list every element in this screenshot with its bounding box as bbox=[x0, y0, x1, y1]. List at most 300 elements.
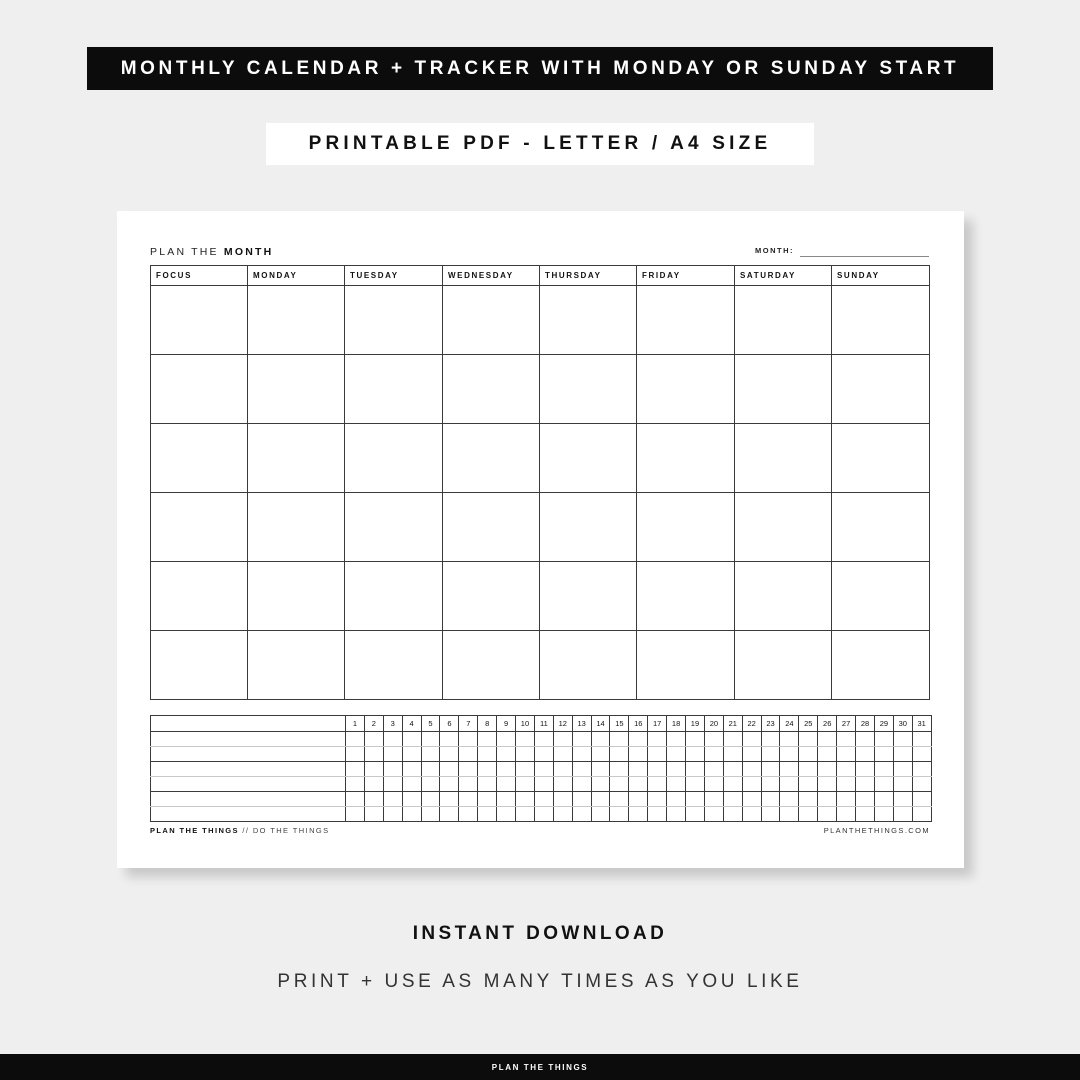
tracker-check-cell bbox=[610, 732, 629, 747]
tracker-check-cell bbox=[534, 762, 553, 777]
tracker-check-cell bbox=[874, 777, 893, 792]
tracker-check-cell bbox=[478, 792, 497, 807]
tracker-check-cell bbox=[516, 732, 535, 747]
tracker-check-cell bbox=[534, 777, 553, 792]
tracker-day-number: 17 bbox=[648, 716, 667, 732]
tracker-check-cell bbox=[346, 807, 365, 822]
tracker-check-cell bbox=[780, 762, 799, 777]
tracker-check-cell bbox=[818, 777, 837, 792]
tracker-check-cell bbox=[912, 732, 931, 747]
tracker-check-cell bbox=[799, 762, 818, 777]
tracker-check-cell bbox=[459, 777, 478, 792]
tracker-check-cell bbox=[497, 762, 516, 777]
tracker-day-number: 20 bbox=[704, 716, 723, 732]
tracker-check-cell bbox=[364, 792, 383, 807]
tracker-row bbox=[151, 807, 932, 822]
tracker-check-cell bbox=[629, 732, 648, 747]
tracker-check-cell bbox=[893, 762, 912, 777]
tracker-check-cell bbox=[780, 732, 799, 747]
tracker-check-cell bbox=[648, 747, 667, 762]
day-cell bbox=[832, 493, 930, 562]
tracker-check-cell bbox=[723, 807, 742, 822]
tracker-day-number: 11 bbox=[534, 716, 553, 732]
tracker-check-cell bbox=[723, 747, 742, 762]
tracker-check-cell bbox=[402, 807, 421, 822]
tracker-check-cell bbox=[856, 762, 875, 777]
day-cell bbox=[637, 355, 735, 424]
tracker-check-cell bbox=[686, 762, 705, 777]
tracker-check-cell bbox=[516, 762, 535, 777]
day-cell bbox=[832, 286, 930, 355]
tracker-check-cell bbox=[402, 792, 421, 807]
tracker-check-cell bbox=[346, 777, 365, 792]
tracker-check-cell bbox=[516, 777, 535, 792]
tracker-check-cell bbox=[799, 792, 818, 807]
tracker-check-cell bbox=[440, 792, 459, 807]
tracker-check-cell bbox=[572, 777, 591, 792]
tracker-day-number: 12 bbox=[553, 716, 572, 732]
tracker-check-cell bbox=[667, 792, 686, 807]
tracker-check-cell bbox=[874, 732, 893, 747]
tracker-check-cell bbox=[686, 732, 705, 747]
tracker-check-cell bbox=[591, 792, 610, 807]
tracker-check-cell bbox=[459, 747, 478, 762]
tracker-day-number: 19 bbox=[686, 716, 705, 732]
tracker-check-cell bbox=[459, 732, 478, 747]
tracker-row bbox=[151, 732, 932, 747]
tagline-bold: PLAN THE THINGS bbox=[150, 826, 239, 835]
habit-tracker bbox=[150, 715, 932, 822]
tracker-check-cell bbox=[818, 792, 837, 807]
tracker-check-cell bbox=[459, 807, 478, 822]
tracker-day-number: 4 bbox=[402, 716, 421, 732]
calendar-body bbox=[151, 286, 930, 700]
day-cell bbox=[735, 631, 832, 700]
week-row bbox=[151, 493, 930, 562]
tracker-check-cell bbox=[667, 747, 686, 762]
month-write-line bbox=[800, 256, 929, 257]
tracker-check-cell bbox=[591, 747, 610, 762]
column-header: MONDAY bbox=[248, 266, 345, 286]
tracker-day-number: 22 bbox=[742, 716, 761, 732]
tracker-day-number: 25 bbox=[799, 716, 818, 732]
column-header: SUNDAY bbox=[832, 266, 930, 286]
tracker-check-cell bbox=[704, 807, 723, 822]
tracker-check-cell bbox=[704, 792, 723, 807]
tracker-check-cell bbox=[421, 807, 440, 822]
tracker-check-cell bbox=[421, 747, 440, 762]
tracker-check-cell bbox=[402, 747, 421, 762]
day-cell bbox=[443, 355, 540, 424]
column-header: THURSDAY bbox=[540, 266, 637, 286]
tracker-habit-cell bbox=[151, 747, 346, 762]
tracker-check-cell bbox=[497, 792, 516, 807]
tracker-check-cell bbox=[383, 792, 402, 807]
tracker-check-cell bbox=[402, 777, 421, 792]
tracker-day-number: 6 bbox=[440, 716, 459, 732]
sheet-title-prefix: PLAN THE bbox=[150, 246, 224, 258]
tracker-check-cell bbox=[837, 777, 856, 792]
tracker-day-number: 10 bbox=[516, 716, 535, 732]
tracker-check-cell bbox=[837, 792, 856, 807]
tracker-check-cell bbox=[799, 732, 818, 747]
day-cell bbox=[248, 562, 345, 631]
tracker-check-cell bbox=[761, 792, 780, 807]
tracker-check-cell bbox=[572, 792, 591, 807]
tracker-check-cell bbox=[761, 777, 780, 792]
tracker-day-number: 16 bbox=[629, 716, 648, 732]
tracker-check-cell bbox=[572, 732, 591, 747]
tracker-check-cell bbox=[383, 747, 402, 762]
day-cell bbox=[735, 355, 832, 424]
tracker-check-cell bbox=[686, 747, 705, 762]
tracker-check-cell bbox=[383, 777, 402, 792]
tracker-check-cell bbox=[667, 732, 686, 747]
day-cell bbox=[345, 286, 443, 355]
tracker-day-number: 21 bbox=[723, 716, 742, 732]
sheet-title bbox=[150, 246, 273, 258]
tracker-check-cell bbox=[478, 747, 497, 762]
tracker-check-cell bbox=[667, 777, 686, 792]
tracker-day-number: 1 bbox=[346, 716, 365, 732]
tracker-check-cell bbox=[742, 762, 761, 777]
tracker-check-cell bbox=[818, 762, 837, 777]
tracker-check-cell bbox=[346, 792, 365, 807]
tracker-check-cell bbox=[591, 777, 610, 792]
tracker-check-cell bbox=[364, 762, 383, 777]
tracker-check-cell bbox=[686, 807, 705, 822]
day-cell bbox=[637, 562, 735, 631]
tracker-check-cell bbox=[364, 777, 383, 792]
focus-cell bbox=[151, 562, 248, 631]
tracker-day-number: 24 bbox=[780, 716, 799, 732]
day-cell bbox=[345, 631, 443, 700]
tracker-check-cell bbox=[761, 807, 780, 822]
tracker-check-cell bbox=[440, 762, 459, 777]
tracker-check-cell bbox=[516, 747, 535, 762]
tracker-check-cell bbox=[742, 792, 761, 807]
tracker-check-cell bbox=[364, 747, 383, 762]
tracker-day-number: 30 bbox=[893, 716, 912, 732]
tracker-check-cell bbox=[497, 777, 516, 792]
tracker-check-cell bbox=[912, 762, 931, 777]
tracker-check-cell bbox=[534, 807, 553, 822]
day-cell bbox=[735, 493, 832, 562]
tracker-check-cell bbox=[667, 807, 686, 822]
tracker-check-cell bbox=[704, 732, 723, 747]
day-cell bbox=[735, 562, 832, 631]
tracker-check-cell bbox=[780, 807, 799, 822]
day-cell bbox=[248, 493, 345, 562]
tracker-check-cell bbox=[478, 807, 497, 822]
title-text: MONTHLY CALENDAR + TRACKER WITH MONDAY OR SUNDAY START bbox=[120, 57, 960, 79]
tracker-check-cell bbox=[572, 807, 591, 822]
tracker-check-cell bbox=[383, 762, 402, 777]
tracker-check-cell bbox=[629, 762, 648, 777]
tracker-day-number: 26 bbox=[818, 716, 837, 732]
tracker-check-cell bbox=[874, 747, 893, 762]
tracker-check-cell bbox=[629, 807, 648, 822]
tracker-check-cell bbox=[893, 732, 912, 747]
tracker-day-number: 3 bbox=[383, 716, 402, 732]
tracker-day-number: 15 bbox=[610, 716, 629, 732]
day-cell bbox=[540, 355, 637, 424]
tracker-check-cell bbox=[421, 732, 440, 747]
tracker-check-cell bbox=[742, 807, 761, 822]
tracker-check-cell bbox=[799, 777, 818, 792]
tracker-check-cell bbox=[912, 807, 931, 822]
calendar-header-row bbox=[151, 266, 930, 286]
day-cell bbox=[248, 355, 345, 424]
tracker-habit-cell bbox=[151, 732, 346, 747]
instant-download-text: INSTANT DOWNLOAD bbox=[412, 923, 668, 944]
day-cell bbox=[248, 286, 345, 355]
tracker-day-number: 7 bbox=[459, 716, 478, 732]
column-header: FOCUS bbox=[151, 266, 248, 286]
week-row bbox=[151, 286, 930, 355]
tracker-check-cell bbox=[478, 762, 497, 777]
tracker-check-cell bbox=[478, 777, 497, 792]
tracker-check-cell bbox=[837, 732, 856, 747]
sheet-title-bold: MONTH bbox=[223, 246, 274, 258]
day-cell bbox=[345, 562, 443, 631]
day-cell bbox=[540, 424, 637, 493]
tracker-day-number: 18 bbox=[667, 716, 686, 732]
tracker-check-cell bbox=[346, 732, 365, 747]
tracker-row bbox=[151, 747, 932, 762]
day-cell bbox=[540, 631, 637, 700]
tracker-check-cell bbox=[893, 747, 912, 762]
tracker-day-number: 8 bbox=[478, 716, 497, 732]
tracker-check-cell bbox=[856, 732, 875, 747]
tracker-day-number: 13 bbox=[572, 716, 591, 732]
day-cell bbox=[637, 424, 735, 493]
tracker-check-cell bbox=[346, 762, 365, 777]
tracker-check-cell bbox=[837, 747, 856, 762]
brand-footer-text: PLAN THE THINGS bbox=[491, 1062, 589, 1072]
calendar-sheet bbox=[117, 211, 964, 868]
tracker-check-cell bbox=[629, 792, 648, 807]
tracker-check-cell bbox=[610, 792, 629, 807]
tracker-check-cell bbox=[553, 792, 572, 807]
day-cell bbox=[637, 631, 735, 700]
tracker-check-cell bbox=[912, 777, 931, 792]
column-header: SATURDAY bbox=[735, 266, 832, 286]
tracker-check-cell bbox=[591, 732, 610, 747]
month-label: MONTH: bbox=[755, 246, 794, 255]
tracker-check-cell bbox=[856, 792, 875, 807]
tracker-check-cell bbox=[534, 747, 553, 762]
focus-cell bbox=[151, 493, 248, 562]
sheet-footer-url: PLANTHETHINGS.COM bbox=[823, 826, 930, 835]
column-header: WEDNESDAY bbox=[443, 266, 540, 286]
tracker-habit-cell bbox=[151, 792, 346, 807]
day-cell bbox=[832, 562, 930, 631]
tracker-check-cell bbox=[893, 777, 912, 792]
tracker-day-number: 23 bbox=[761, 716, 780, 732]
tracker-check-cell bbox=[572, 762, 591, 777]
tracker-check-cell bbox=[516, 807, 535, 822]
tracker-check-cell bbox=[874, 792, 893, 807]
focus-cell bbox=[151, 631, 248, 700]
day-cell bbox=[832, 631, 930, 700]
tracker-check-cell bbox=[648, 762, 667, 777]
sheet-footer-tagline bbox=[150, 826, 330, 835]
tracker-day-number: 14 bbox=[591, 716, 610, 732]
tracker-check-cell bbox=[742, 732, 761, 747]
tracker-check-cell bbox=[837, 807, 856, 822]
print-usage-text: PRINT + USE AS MANY TIMES AS YOU LIKE bbox=[277, 971, 803, 992]
tracker-check-cell bbox=[686, 792, 705, 807]
tracker-check-cell bbox=[553, 747, 572, 762]
week-row bbox=[151, 631, 930, 700]
tracker-row bbox=[151, 762, 932, 777]
tracker-label-header bbox=[151, 716, 346, 732]
day-cell bbox=[248, 424, 345, 493]
tracker-check-cell bbox=[648, 807, 667, 822]
tracker-day-number: 2 bbox=[364, 716, 383, 732]
tracker-day-number: 5 bbox=[421, 716, 440, 732]
tracker-check-cell bbox=[591, 807, 610, 822]
week-row bbox=[151, 562, 930, 631]
tracker-check-cell bbox=[856, 807, 875, 822]
day-cell bbox=[345, 355, 443, 424]
tracker-check-cell bbox=[402, 732, 421, 747]
week-row bbox=[151, 424, 930, 493]
tracker-check-cell bbox=[440, 777, 459, 792]
tracker-check-cell bbox=[912, 747, 931, 762]
day-cell bbox=[443, 631, 540, 700]
tracker-habit-cell bbox=[151, 762, 346, 777]
tracker-check-cell bbox=[704, 747, 723, 762]
tracker-check-cell bbox=[874, 807, 893, 822]
tracker-check-cell bbox=[648, 732, 667, 747]
day-cell bbox=[735, 424, 832, 493]
day-cell bbox=[540, 493, 637, 562]
calendar-grid bbox=[150, 265, 930, 700]
tracker-check-cell bbox=[723, 792, 742, 807]
tracker-check-cell bbox=[761, 747, 780, 762]
tracker-check-cell bbox=[610, 807, 629, 822]
week-row bbox=[151, 355, 930, 424]
tracker-check-cell bbox=[591, 762, 610, 777]
day-cell bbox=[637, 493, 735, 562]
tracker-check-cell bbox=[912, 792, 931, 807]
tracker-check-cell bbox=[723, 732, 742, 747]
tracker-check-cell bbox=[629, 777, 648, 792]
tracker-row bbox=[151, 792, 932, 807]
subtitle-banner bbox=[266, 123, 814, 165]
tagline-rest: // DO THE THINGS bbox=[238, 826, 330, 835]
tracker-check-cell bbox=[799, 747, 818, 762]
tracker-check-cell bbox=[440, 747, 459, 762]
tracker-check-cell bbox=[553, 777, 572, 792]
day-cell bbox=[735, 286, 832, 355]
tracker-check-cell bbox=[440, 807, 459, 822]
title-banner bbox=[87, 47, 993, 90]
tracker-check-cell bbox=[610, 762, 629, 777]
tracker-check-cell bbox=[478, 732, 497, 747]
day-cell bbox=[248, 631, 345, 700]
tracker-day-number: 29 bbox=[874, 716, 893, 732]
tracker-check-cell bbox=[610, 747, 629, 762]
tracker-check-cell bbox=[761, 732, 780, 747]
subtitle-text: PRINTABLE PDF - LETTER / A4 SIZE bbox=[308, 133, 772, 154]
tracker-check-cell bbox=[459, 792, 478, 807]
tracker-check-cell bbox=[648, 792, 667, 807]
day-cell bbox=[443, 493, 540, 562]
day-cell bbox=[345, 424, 443, 493]
tracker-check-cell bbox=[856, 777, 875, 792]
day-cell bbox=[443, 424, 540, 493]
tracker-check-cell bbox=[421, 792, 440, 807]
column-header: TUESDAY bbox=[345, 266, 443, 286]
column-header: FRIDAY bbox=[637, 266, 735, 286]
tracker-check-cell bbox=[346, 747, 365, 762]
tracker-check-cell bbox=[874, 762, 893, 777]
day-cell bbox=[637, 286, 735, 355]
tracker-check-cell bbox=[704, 777, 723, 792]
tracker-check-cell bbox=[553, 807, 572, 822]
tracker-check-cell bbox=[780, 777, 799, 792]
tracker-check-cell bbox=[610, 777, 629, 792]
tracker-check-cell bbox=[534, 792, 553, 807]
tracker-check-cell bbox=[534, 732, 553, 747]
tracker-check-cell bbox=[364, 807, 383, 822]
tracker-check-cell bbox=[704, 762, 723, 777]
tracker-check-cell bbox=[383, 732, 402, 747]
tracker-check-cell bbox=[837, 762, 856, 777]
day-cell bbox=[443, 286, 540, 355]
tracker-check-cell bbox=[686, 777, 705, 792]
tracker-check-cell bbox=[780, 747, 799, 762]
tracker-day-number: 27 bbox=[837, 716, 856, 732]
day-cell bbox=[540, 286, 637, 355]
tracker-check-cell bbox=[629, 747, 648, 762]
tracker-check-cell bbox=[761, 762, 780, 777]
tracker-check-cell bbox=[893, 807, 912, 822]
tracker-check-cell bbox=[742, 777, 761, 792]
tracker-check-cell bbox=[742, 747, 761, 762]
day-cell bbox=[443, 562, 540, 631]
day-cell bbox=[832, 424, 930, 493]
tracker-habit-cell bbox=[151, 777, 346, 792]
tracker-check-cell bbox=[893, 792, 912, 807]
tracker-check-cell bbox=[497, 732, 516, 747]
tracker-check-cell bbox=[780, 792, 799, 807]
focus-cell bbox=[151, 355, 248, 424]
tracker-check-cell bbox=[402, 762, 421, 777]
tracker-check-cell bbox=[856, 747, 875, 762]
tracker-day-number: 31 bbox=[912, 716, 931, 732]
tracker-check-cell bbox=[818, 807, 837, 822]
tracker-check-cell bbox=[364, 732, 383, 747]
tracker-check-cell bbox=[818, 747, 837, 762]
tracker-check-cell bbox=[421, 762, 440, 777]
focus-cell bbox=[151, 424, 248, 493]
tracker-habit-cell bbox=[151, 807, 346, 822]
tracker-row bbox=[151, 777, 932, 792]
tracker-check-cell bbox=[572, 747, 591, 762]
tracker-check-cell bbox=[516, 792, 535, 807]
day-cell bbox=[345, 493, 443, 562]
tracker-check-cell bbox=[497, 807, 516, 822]
focus-cell bbox=[151, 286, 248, 355]
tracker-check-cell bbox=[818, 732, 837, 747]
day-cell bbox=[540, 562, 637, 631]
tracker-check-cell bbox=[799, 807, 818, 822]
tracker-header-row bbox=[151, 716, 932, 732]
